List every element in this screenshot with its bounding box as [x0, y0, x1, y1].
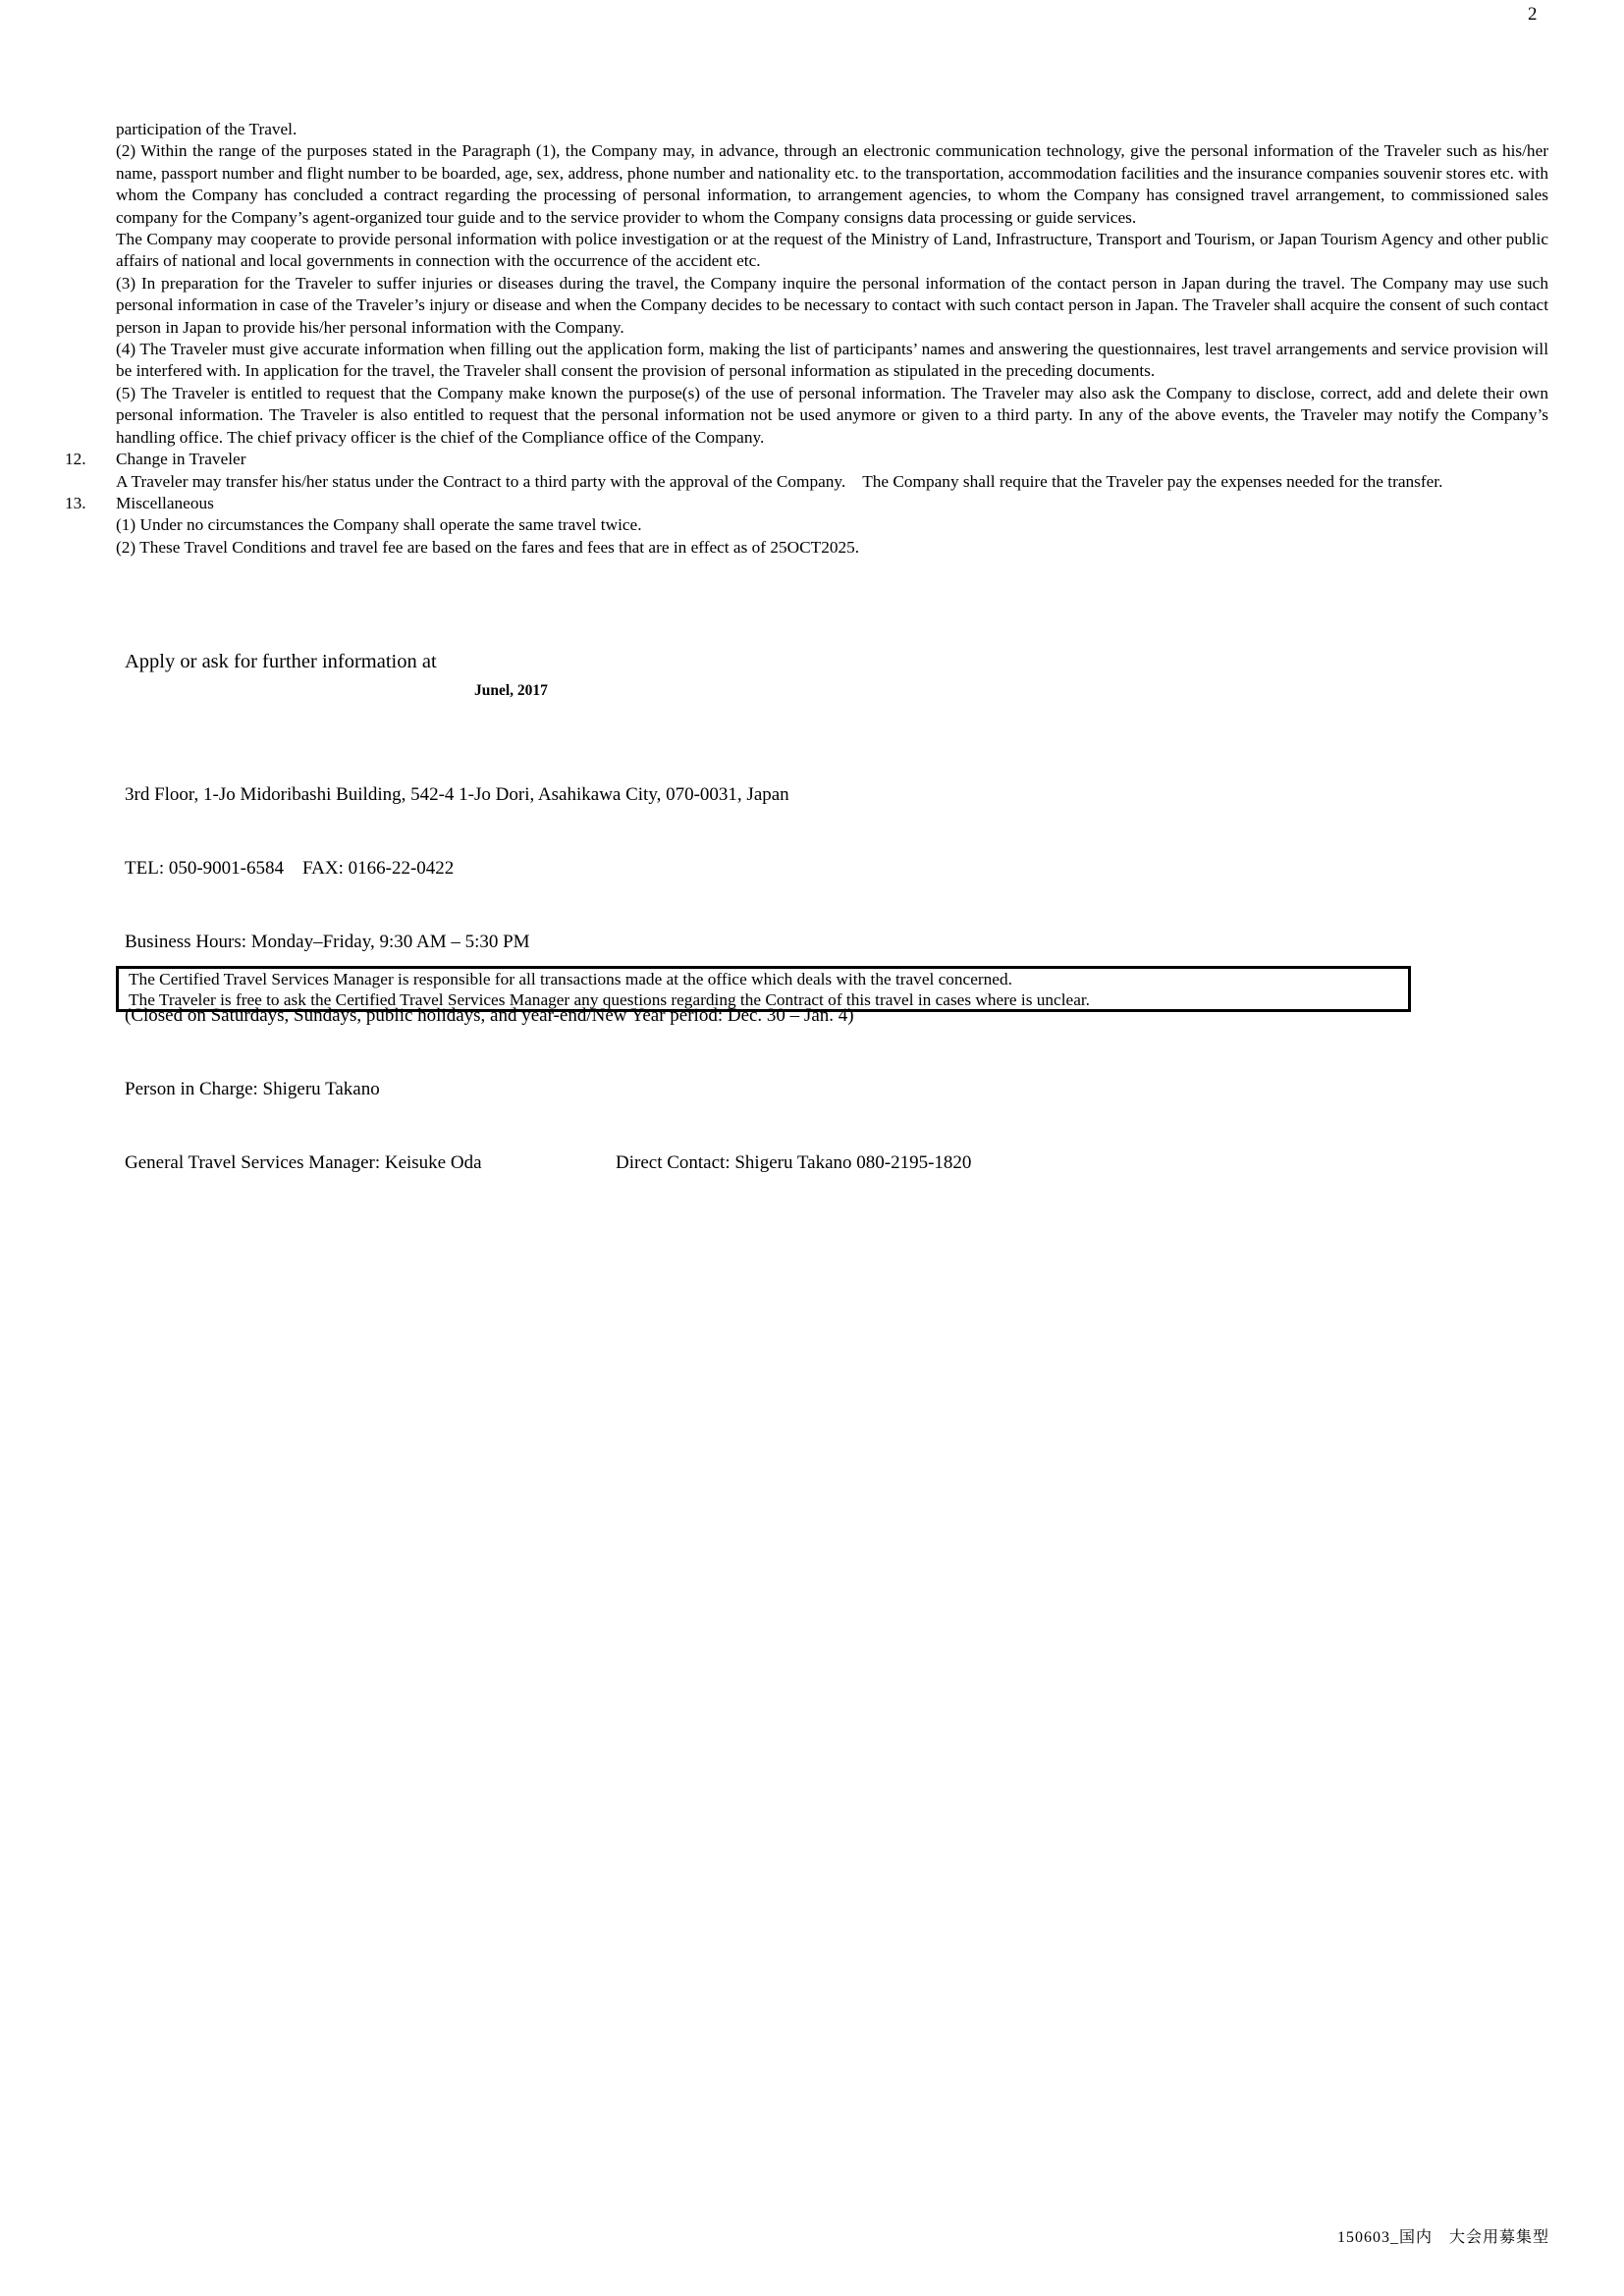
terms-text-block: [65, 119, 1548, 559]
contact-manager-line: [125, 1150, 971, 1175]
list-item-title: Change in Traveler: [116, 450, 246, 469]
date-line: Junel, 2017: [474, 682, 548, 699]
list-item-miscellaneous: [65, 493, 1548, 559]
paragraph-continuation: participation of the Travel.: [116, 120, 298, 138]
apply-heading: Apply or ask for further information at: [125, 651, 437, 672]
notice-line-1: The Certified Travel Services Manager is responsible for all transactions made at the office which deals with the travel concerned.: [129, 970, 1012, 988]
paragraph-3: (3) In preparation for the Traveler to suffer injuries or diseases during the travel, the Company inquire the personal information of the contact person in Japan during the travel. The Company may use such personal information in case of the Traveler’s injury or disease and when the Company decides to be necessary to contact with such contact person in Japan. The Traveler shall acquire the consent of such contact person in Japan to provide his/her personal information with the Company.: [116, 273, 1548, 337]
paragraph-4: (4) The Traveler must give accurate information when filling out the application form, making the list of participants’ names and answering the questionnaires, lest travel arrangements and service provision will be interfered with. In application for the travel, the Traveler shall consent the provision of personal information as stipulated in the preceding documents.: [116, 340, 1548, 381]
list-item-number: 12.: [65, 450, 86, 469]
list-item-body: A Traveler may transfer his/her status under the Contract to a third party with the approval of the Company. The Company shall require that the Traveler pay the expenses needed for the transfer.: [116, 471, 1443, 491]
contact-person-in-charge: Person in Charge: Shigeru Takano: [125, 1079, 380, 1099]
list-item-number: 13.: [65, 493, 86, 512]
contact-business-hours: Business Hours: Monday–Friday, 9:30 AM – 5:30 PM: [125, 932, 530, 952]
paragraph-5: (5) The Traveler is entitled to request that the Company make known the purpose(s) of the use of personal information. The Traveler may also ask the Company to disclose, correct, add and delete their own personal information. The Traveler is also entitled to request that the personal information not be used anymore or given to a third party. In any of the above events, the Traveler may notify the Company’s handling office. The chief privacy officer is the chief of the Compliance office of the Company.: [116, 383, 1548, 447]
contact-direct-contact: Direct Contact: Shigeru Takano 080-2195-1820: [616, 1152, 972, 1173]
list-item-body-line: (1) Under no circumstances the Company shall operate the same travel twice.: [116, 515, 642, 535]
contact-tel-fax: TEL: 050-9001-6584 FAX: 0166-22-0422: [125, 858, 455, 879]
certified-manager-notice-box: [116, 966, 1411, 1012]
list-item-change-in-traveler: [65, 449, 1548, 493]
page-footer-code: 150603_国内 大会用募集型: [1337, 2229, 1550, 2246]
notice-line-2: The Traveler is free to ask the Certified Travel Services Manager any questions regarding the Contract of this travel in cases where is unclear.: [129, 989, 1090, 1009]
contact-address: 3rd Floor, 1-Jo Midoribashi Building, 542-4 1-Jo Dori, Asahikawa City, 070-0031, Japan: [125, 784, 789, 805]
paragraph-2: (2) Within the range of the purposes stated in the Paragraph (1), the Company may, in advance, through an electronic communication technology, give the personal information of the Traveler such as his/her name, passport number and flight number to be boarded, age, sex, address, phone number and nationality etc. to the transportation, accommodation facilities and the insurance companies souvenir stores etc. with whom the Company has concluded a contract regarding the processing of personal information, to arrangement agencies, to whom the Company has consigned travel arrangement, to commissioned sales company for the Company’s agent-organized tour guide and to the service provider to whom the Company consigns data processing or guide services.: [116, 141, 1548, 227]
page-number: 2: [1528, 4, 1538, 25]
contact-closed-note: (Closed on Saturdays, Sundays, public holidays, and year-end/New Year period: Dec. 30 – Jan. 4): [125, 1005, 854, 1026]
list-item-body-line: (2) These Travel Conditions and travel fee are based on the fares and fees that are in effect as of 25OCT2025.: [116, 537, 860, 557]
list-item-title: Miscellaneous: [116, 493, 214, 512]
paragraph-police-cooperation: The Company may cooperate to provide personal information with police investigation or at the request of the Ministry of Land, Infrastructure, Transport and Tourism, or Japan Tourism Agency and other public affairs of national and local governments in connection with the occurrence of the accident etc.: [116, 230, 1548, 271]
contact-general-manager: General Travel Services Manager: Keisuke Oda: [125, 1152, 482, 1173]
